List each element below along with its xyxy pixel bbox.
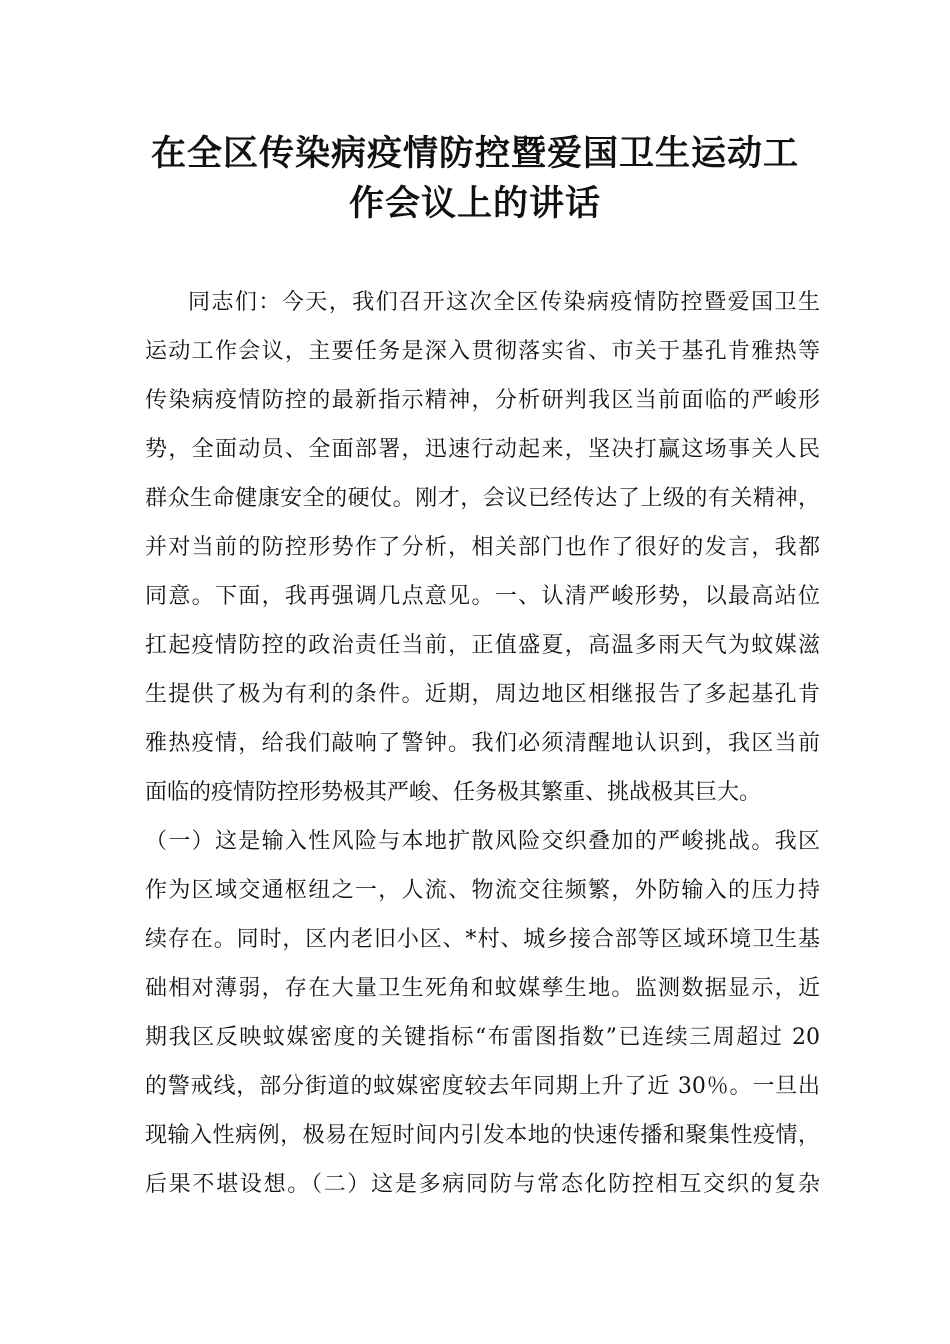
body-line: 运动工作会议，主要任务是深入贯彻落实省、市关于基孔肯雅热等 bbox=[145, 339, 820, 364]
body-line: 的警戒线，部分街道的蚊媒密度较去年同期上升了近 30％。一旦出 bbox=[145, 1074, 820, 1099]
body-line: 扛起疫情防控的政治责任当前，正值盛夏，高温多雨天气为蚊媒滋 bbox=[145, 633, 820, 658]
body-line: 势，全面动员、全面部署，迅速行动起来，坚决打赢这场事关人民 bbox=[145, 437, 820, 462]
body-line: （一）这是输入性风险与本地扩散风险交织叠加的严峻挑战。我区 bbox=[145, 829, 820, 854]
body-line: 并对当前的防控形势作了分析，相关部门也作了很好的发言，我都 bbox=[145, 535, 820, 560]
body-line: 同意。下面，我再强调几点意见。一、认清严峻形势，以最高站位 bbox=[145, 584, 820, 609]
body-line: 础相对薄弱，存在大量卫生死角和蚊媒孳生地。监测数据显示，近 bbox=[145, 976, 820, 1001]
body-line: 续存在。同时，区内老旧小区、*村、城乡接合部等区域环境卫生基 bbox=[145, 927, 820, 952]
body-line: 生提供了极为有利的条件。近期，周边地区相继报告了多起基孔肯 bbox=[145, 682, 820, 707]
body-line: 现输入性病例，极易在短时间内引发本地的快速传播和聚集性疫情， bbox=[145, 1123, 820, 1148]
body-line: 作为区域交通枢纽之一，人流、物流交往频繁，外防输入的压力持 bbox=[145, 878, 820, 903]
body-line: 后果不堪设想。（二）这是多病同防与常态化防控相互交织的复杂 bbox=[145, 1172, 820, 1197]
body-line: 面临的疫情防控形势极其严峻、任务极其繁重、挑战极其巨大。 bbox=[145, 780, 762, 805]
body-line: 传染病疫情防控的最新指示精神，分析研判我区当前面临的严峻形 bbox=[145, 388, 820, 413]
body-line: 群众生命健康安全的硬仗。刚才，会议已经传达了上级的有关精神， bbox=[145, 486, 820, 511]
body-line: 期我区反映蚊媒密度的关键指标“布雷图指数”已连续三周超过 20 bbox=[145, 1025, 820, 1050]
document-title-line-2: 作会议上的讲话 bbox=[348, 184, 601, 224]
body-line: 同志们：今天，我们召开这次全区传染病疫情防控暨爱国卫生 bbox=[188, 290, 820, 315]
document-title-line-1: 在全区传染病疫情防控暨爱国卫生运动工 bbox=[150, 134, 799, 174]
body-line: 雅热疫情，给我们敲响了警钟。我们必须清醒地认识到，我区当前 bbox=[145, 731, 820, 756]
